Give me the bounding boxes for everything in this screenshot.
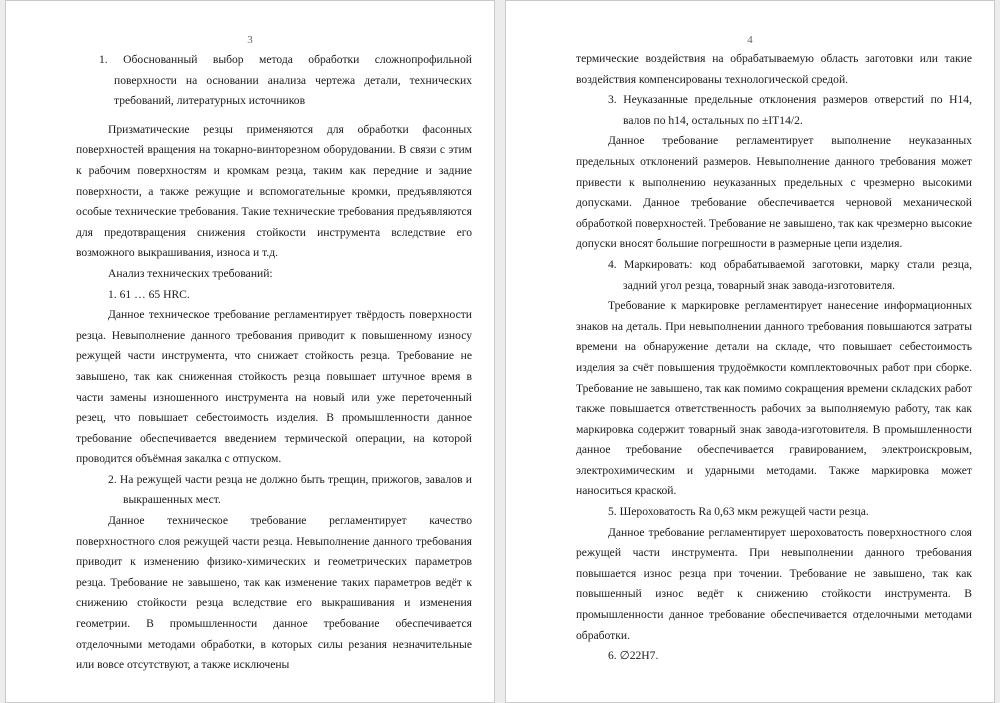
paragraph: Данное требование регламентирует выполнение неуказанных предельных отклонений размеров. Невыполнение данного требования может привести к выполнению неуказанных предельных с чрезмерно высокими допусками. Данное требование обеспечивается черновой механической обработкой поверхностей. Требование не завышено, так как чрезмерно высокие допуски вносят большие погрешности в размерные цепи изделия. [576, 134, 973, 251]
list-item: 4. Маркировать: код обрабатываемой заготовки, марку стали резца, задний угол резца, товарный знак завода-изготовителя. [608, 257, 972, 292]
section-heading: 1. Обоснованный выбор метода обработки сложнопрофильной поверхности на основании анализа чертежа детали, технических требований, литературных источников [99, 53, 472, 108]
list-item: 6. ∅22H7. [608, 649, 659, 663]
analysis-label: Анализ технических требований: [108, 266, 273, 280]
document-page-left [5, 0, 495, 703]
paragraph-continuation: термические воздействия на обрабатываемую область заготовки или такие воздействия компенсированы технологической средой. [576, 52, 972, 86]
list-item: 1. 61 … 65 HRC. [108, 287, 190, 301]
paragraph: Данное техническое требование регламентирует качество поверхностного слоя режущей части резца. Невыполнение данного требования приводит к изменению физико-химических и геометрических параметров резца. Требование не завышено, так как изменение таких параметров ведёт к снижению стойкости резца вследствие его выкрашивания и изменения геометрии. В промышленности данное требование обеспечивается отделочными методами обработки, в которых силы резания незначительные или вовсе отсутствуют, а также исключены [76, 514, 472, 672]
paragraph: Данное требование регламентирует шероховатость поверхностного слоя режущей части инструмента. При невыполнении данного требования повышается износ резца при точении. Требование не завышено, так как повышенный износ ведёт к снижению стойкости инструмента. В промышленности данное требование обеспечивается отделочными методами обработки. [576, 525, 972, 642]
page-number: 4 [747, 34, 753, 46]
page-content [576, 49, 972, 667]
page-content [76, 50, 472, 676]
paragraph: Требование к маркировке регламентирует нанесение информационных знаков на деталь. При невыполнении данного требования повышаются затраты времени на обнаружение детали на складе, что повышает себестоимость изделия за счёт повышения трудоёмкости комплектовочных работ при сборке. Требование не завышено, так как помимо сокращения времени складских работ также повышается ответственность рабочих за выполняемую работу, так как маркировка содержит товарный знак завода-изготовителя. В промышленности данное требование обеспечивается гравированием, электроискровым, электрохимическим и ударными методами. Также маркировка может наноситься краской. [576, 299, 972, 498]
list-item: 2. На режущей части резца не должно быть трещин, прижогов, завалов и выкрашенных мест. [108, 472, 472, 507]
paragraph: Призматические резцы применяются для обработки фасонных поверхностей вращения на токарно-винторезном оборудовании. В связи с этим к рабочим поверхностям и кромкам резца, таким как передние и задние поверхности, а также режущие и вспомогательные кромки, предъявляются особые технические требования. Такие технические требования предъявляются для предотвращения снижения стойкости инструмента вследствие его возможного выкрашивания, износа и т.д. [76, 122, 472, 260]
list-item: 5. Шероховатость Ra 0,63 мкм режущей части резца. [608, 505, 869, 519]
list-item: 3. Неуказанные предельные отклонения размеров отверстий по H14, валов по h14, остальных по ±IT14/2. [608, 93, 972, 127]
paragraph: Данное техническое требование регламентирует твёрдость поверхности резца. Невыполнение данного требования приводит к повышенному износу режущей части инструмента, что снижает стойкость резца. Требование не завышено, так как сниженная стойкость резца повышает штучное время в части замены изношенного инструмента на новый или уже переточенный резец, что повышает себестоимость изделия. В промышленности данное требование обеспечивается введением термической операции, на которой проводится объёмная закалка с отпуском. [76, 308, 472, 466]
page-number: 3 [247, 34, 253, 46]
document-page-right [505, 0, 995, 703]
